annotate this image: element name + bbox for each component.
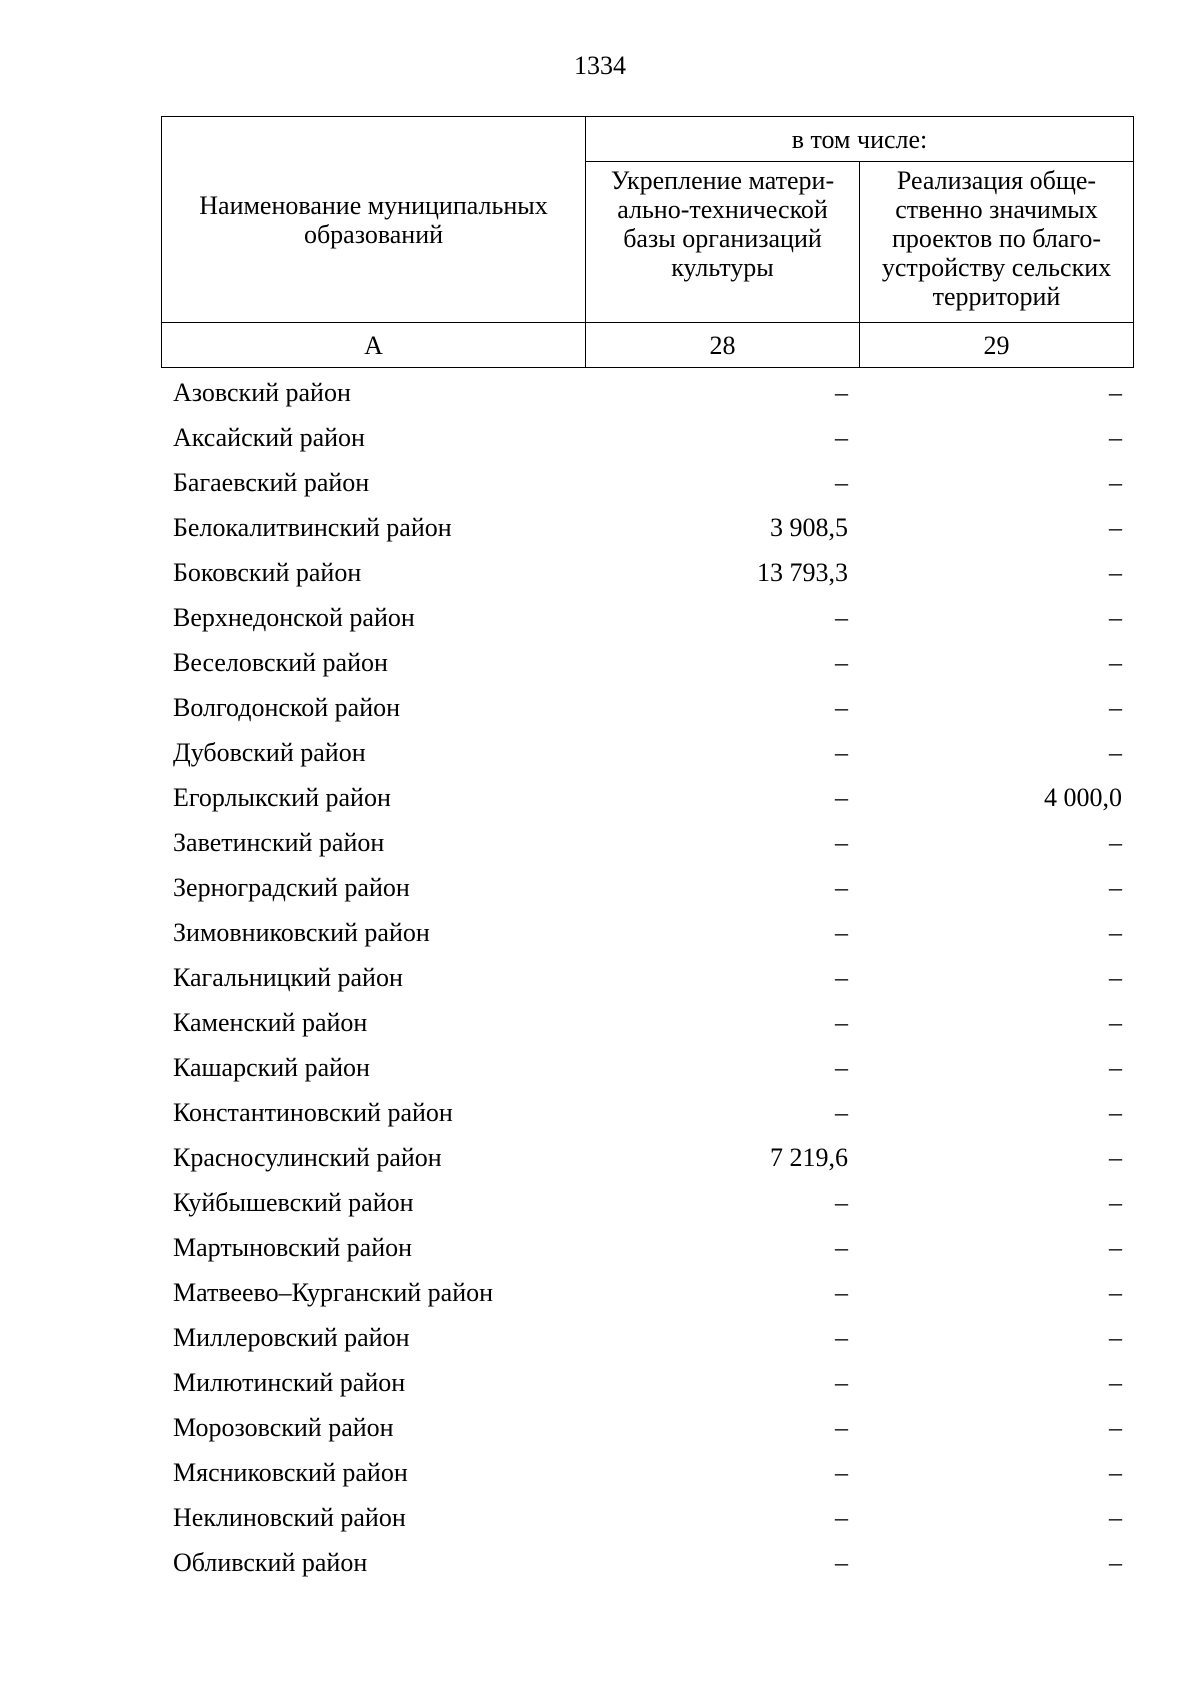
page-number: 1334	[574, 51, 626, 80]
header-name-column	[162, 117, 586, 323]
row-value-29-cell: –	[1109, 1187, 1122, 1217]
row-name-cell: Боковский район	[173, 557, 362, 587]
row-value-29-cell: –	[1109, 1232, 1122, 1262]
row-value-29-cell: –	[1109, 1097, 1122, 1127]
row-value-28-cell: –	[835, 1547, 848, 1577]
table-row	[161, 1090, 1133, 1135]
row-value-29-cell: –	[1109, 467, 1122, 497]
row-value-29-cell: –	[1109, 1322, 1122, 1352]
row-value-29-cell: –	[1109, 1457, 1122, 1487]
row-value-28-cell: –	[835, 1097, 848, 1127]
table-row	[161, 1405, 1133, 1450]
row-value-28-cell: 7 219,6	[770, 1142, 848, 1172]
row-value-28-cell: –	[835, 1322, 848, 1352]
table-row	[161, 1540, 1133, 1585]
row-value-29-cell: –	[1109, 557, 1122, 587]
column-number-29: 29	[860, 323, 1134, 368]
row-name-cell: Заветинский район	[173, 827, 385, 857]
row-value-28-cell: –	[835, 782, 848, 812]
row-value-29-cell: –	[1109, 827, 1122, 857]
row-value-29-cell: –	[1109, 692, 1122, 722]
row-name-cell: Егорлыкский район	[173, 782, 391, 812]
table-row	[161, 1000, 1133, 1045]
row-value-28-cell: –	[835, 1052, 848, 1082]
row-value-29-cell: –	[1109, 422, 1122, 452]
row-value-28-cell: –	[835, 1502, 848, 1532]
header-name-column-text: Наименование муниципальных образований	[199, 190, 548, 249]
row-name-cell: Кашарский район	[173, 1052, 370, 1082]
table-row	[161, 820, 1133, 865]
row-value-28-cell: –	[835, 1277, 848, 1307]
header-group-including	[586, 117, 1134, 162]
row-value-28-cell: –	[835, 647, 848, 677]
table-row	[161, 1315, 1133, 1360]
header-group-text: в том числе:	[791, 124, 928, 154]
table-row	[161, 775, 1133, 820]
row-name-cell: Красносулинский район	[173, 1142, 442, 1172]
row-value-29-cell: –	[1109, 1052, 1122, 1082]
column-number-28: 28	[586, 323, 860, 368]
row-value-28-cell: –	[835, 1007, 848, 1037]
table-row	[161, 595, 1133, 640]
row-name-cell: Матвеево–Курганский район	[173, 1277, 494, 1307]
row-value-28-cell: –	[835, 737, 848, 767]
row-value-29-cell: –	[1109, 1007, 1122, 1037]
row-value-28-cell: –	[835, 1367, 848, 1397]
row-name-cell: Каменский район	[173, 1007, 368, 1037]
table-row	[161, 955, 1133, 1000]
table-header	[161, 116, 1134, 368]
row-name-cell: Зимовниковский район	[173, 917, 430, 947]
row-name-cell: Азовский район	[173, 377, 351, 407]
row-value-28-cell: –	[835, 467, 848, 497]
row-value-28-cell: –	[835, 1412, 848, 1442]
row-value-28-cell: –	[835, 1187, 848, 1217]
row-value-28-cell: –	[835, 917, 848, 947]
row-name-cell: Волгодонской район	[173, 692, 401, 722]
row-value-28-cell: –	[835, 1457, 848, 1487]
row-value-29-cell: –	[1109, 962, 1122, 992]
row-name-cell: Милютинский район	[173, 1367, 406, 1397]
row-name-cell: Дубовский район	[173, 737, 366, 767]
row-value-29-cell: –	[1109, 737, 1122, 767]
table-row	[161, 505, 1133, 550]
table-row	[161, 1495, 1133, 1540]
row-name-cell: Миллеровский район	[173, 1322, 410, 1352]
row-value-29-cell: –	[1109, 512, 1122, 542]
table-row	[161, 415, 1133, 460]
row-name-cell: Аксайский район	[173, 422, 365, 452]
row-name-cell: Мартыновский район	[173, 1232, 413, 1262]
row-value-28-cell: –	[835, 872, 848, 902]
header-column-28-text: Укрепление матери- ально-технической базы организаций культуры	[610, 166, 835, 282]
table-row	[161, 550, 1133, 595]
table-row	[161, 640, 1133, 685]
row-name-cell: Неклиновский район	[173, 1502, 406, 1532]
row-value-28-cell: –	[835, 602, 848, 632]
table-row	[161, 1135, 1133, 1180]
table-row	[161, 910, 1133, 955]
row-value-29-cell: –	[1109, 872, 1122, 902]
table-body	[161, 370, 1133, 1585]
row-value-29-cell: –	[1109, 647, 1122, 677]
row-name-cell: Белокалитвинский район	[173, 512, 452, 542]
row-value-29-cell: –	[1109, 1547, 1122, 1577]
row-value-29-cell: –	[1109, 917, 1122, 947]
row-name-cell: Обливский район	[173, 1547, 368, 1577]
row-name-cell: Морозовский район	[173, 1412, 394, 1442]
header-column-29-text: Реализация обще- ственно значимых проектов по благо- устройству сельских территорий	[881, 166, 1112, 311]
table-row	[161, 685, 1133, 730]
table-row	[161, 1225, 1133, 1270]
row-value-28-cell: –	[835, 377, 848, 407]
row-value-28-cell: –	[835, 692, 848, 722]
row-value-29-cell: –	[1109, 1277, 1122, 1307]
row-value-29-cell: –	[1109, 1367, 1122, 1397]
row-name-cell: Веселовский район	[173, 647, 388, 677]
row-value-28-cell: 13 793,3	[757, 557, 848, 587]
row-name-cell: Верхнедонской район	[173, 602, 415, 632]
table-row	[161, 370, 1133, 415]
row-name-cell: Багаевский район	[173, 467, 370, 497]
column-number-a: А	[162, 323, 586, 368]
row-name-cell: Куйбышевский район	[173, 1187, 414, 1217]
table-row	[161, 1045, 1133, 1090]
header-column-28	[586, 162, 860, 323]
row-value-28-cell: –	[835, 962, 848, 992]
table-row	[161, 865, 1133, 910]
table-row	[161, 1270, 1133, 1315]
header-column-29	[860, 162, 1134, 323]
row-value-29-cell: –	[1109, 1142, 1122, 1172]
row-value-29-cell: –	[1109, 1502, 1122, 1532]
row-name-cell: Зерноградский район	[173, 872, 410, 902]
row-value-29-cell: –	[1109, 377, 1122, 407]
row-name-cell: Константиновский район	[173, 1097, 453, 1127]
table-row	[161, 1360, 1133, 1405]
table-row	[161, 1180, 1133, 1225]
row-value-28-cell: –	[835, 827, 848, 857]
row-value-29-cell: –	[1109, 1412, 1122, 1442]
row-value-28-cell: –	[835, 422, 848, 452]
row-value-29-cell: –	[1109, 602, 1122, 632]
table-row	[161, 1450, 1133, 1495]
row-value-28-cell: –	[835, 1232, 848, 1262]
table-row	[161, 730, 1133, 775]
table-row	[161, 460, 1133, 505]
row-value-29-cell: 4 000,0	[1044, 782, 1122, 812]
row-name-cell: Кагальницкий район	[173, 962, 403, 992]
row-value-28-cell: 3 908,5	[770, 512, 848, 542]
row-name-cell: Мясниковский район	[173, 1457, 408, 1487]
